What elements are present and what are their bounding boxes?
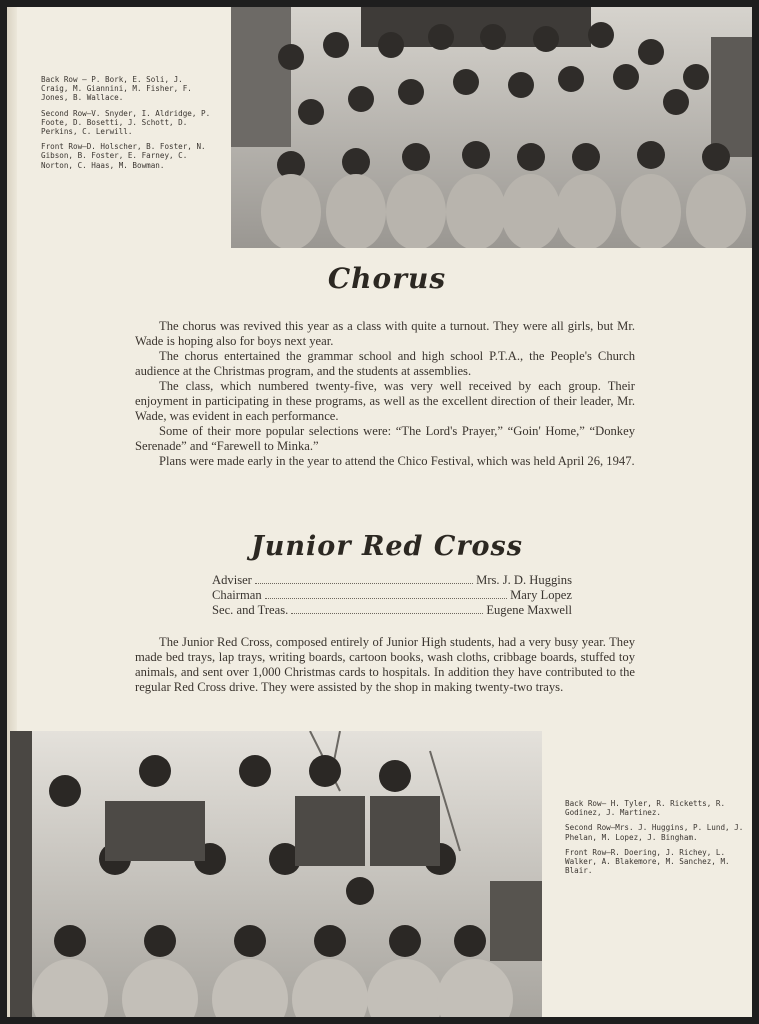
chorus-paragraph: The chorus entertained the grammar school and high school P.T.A., the People's Church audience at the Christmas program, and the students at assemblies. <box>135 349 635 378</box>
chorus-paragraph: The chorus was revived this year as a class with quite a turnout. They were all girls, but Mr. Wade is hoping also for boys next year. <box>135 319 635 348</box>
caption-second-row: Second Row—Mrs. J. Huggins, P. Lund, J. Phelan, M. Lopez, J. Bingham. <box>565 823 744 842</box>
chorus-body <box>135 319 635 469</box>
chorus-paragraph: Plans were made early in the year to attend the Chico Festival, which was held April 26, 1947. <box>159 454 635 468</box>
leader-dots <box>291 613 483 614</box>
caption-front-row: Front Row—R. Doering, J. Richey, L. Walker, A. Blakemore, M. Sanchez, M. Blair. <box>565 847 730 876</box>
officer-list <box>212 573 572 618</box>
officer-role: Adviser <box>212 573 252 587</box>
officer-name: Mrs. J. D. Huggins <box>476 573 572 587</box>
junior-red-cross-body <box>135 635 635 695</box>
officer-row <box>212 603 572 618</box>
red-cross-photo-caption <box>565 799 747 881</box>
officer-role: Sec. and Treas. <box>212 603 289 617</box>
leader-dots <box>255 583 473 584</box>
junior-red-cross-photo <box>10 731 542 1017</box>
officer-row <box>212 588 572 603</box>
caption-back-row: Back Row — P. Bork, E. Soli, J. Craig, M. Giannini, M. Fisher, F. Jones, B. Wallace. <box>41 75 192 103</box>
leader-dots <box>265 598 507 599</box>
junior-red-cross-paragraph: The Junior Red Cross, composed entirely of Junior High students, had a very busy year. They made bed trays, lap trays, writing boards, cartoon books, wash cloths, cribbage boards, stuffed toy animals, and sent over 1,000 Christmas cards to hospitals. In addition they have contributed to the regular Red Cross drive. They were assisted by the shop in making twenty-two trays. <box>135 635 635 694</box>
officer-role: Chairman <box>212 588 262 602</box>
chorus-photo-caption <box>41 75 213 176</box>
chorus-title: Chorus <box>327 262 447 295</box>
junior-red-cross-title: Junior Red Cross <box>251 531 523 562</box>
officer-row <box>212 573 572 588</box>
caption-front-row: Front Row—D. Holscher, B. Foster, N. Gibson, B. Foster, E. Farney, C. Norton, C. Haas, M. Bowman. <box>41 142 206 170</box>
yearbook-page <box>7 7 752 1017</box>
officer-name: Eugene Maxwell <box>486 603 572 617</box>
officer-name: Mary Lopez <box>510 588 572 602</box>
chorus-paragraph: The class, which numbered twenty-five, was very well received by each group. Their enjoyment in participating in these programs, as well as the excellent direction of their leader, Mr. Wade, was evident in each performance. <box>135 379 635 423</box>
chorus-photo <box>231 7 752 248</box>
caption-back-row: Back Row— H. Tyler, R. Ricketts, R. Godinez, J. Martinez. <box>565 799 726 818</box>
chorus-paragraph: Some of their more popular selections were: “The Lord's Prayer,” “Goin' Home,” “Donkey Serenade” and “Farewell to Minka.” <box>135 424 635 453</box>
caption-second-row: Second Row—V. Snyder, I. Aldridge, P. Foote, D. Bosetti, J. Schott, D. Perkins, C. Lerwill. <box>41 108 211 137</box>
